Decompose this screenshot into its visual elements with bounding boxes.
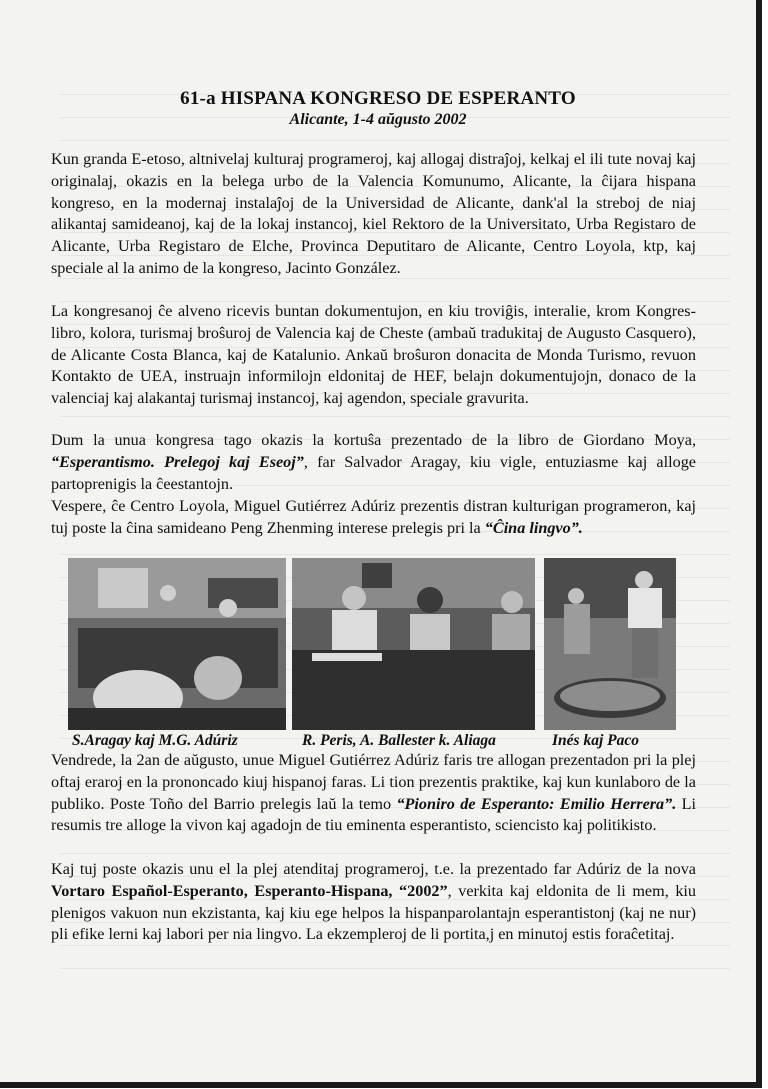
photo-ines-paco-image — [544, 558, 676, 730]
paragraph-friday — [51, 750, 696, 837]
lecture-title: “Ĉina lingvo”. — [484, 518, 583, 537]
photo-aragay-aduriz-image — [68, 558, 286, 730]
paragraph-evening — [51, 496, 696, 540]
paragraph-intro: Kun granda E-etoso, altnivelaj kulturaj programeroj, kaj allogaj distraĵoj, kelkaj el ili tute novaj kaj originalaj, okazis en la belega urbo de la Valencia Komunumo, Alicante, la ĉijara hispana kongreso, en la modernaj instalaĵoj de la Universidad de Alicante, dank'al la streboj de niaj alikantaj samideanoj, kaj de la lokaj instancoj, kiel Rektoro de la Universitato, Urba Registaro de Alicante, Urba Registaro de Elche, Provinca Deputitaro de Alicante, Centro Loyola, ktp, kaj speciale al la animo de la kongreso, Jacinto González. — [51, 150, 696, 277]
paragraph-dictionary — [51, 859, 696, 946]
caption-photo-2: R. Peris, A. Ballester k. Aliaga — [302, 732, 496, 749]
p3-text-a: Dum la unua kongresa tago okazis la kortuŝa prezentado de la libro de Giordano Moya, — [51, 431, 696, 449]
p5-text-c: Li resumis tre alloge la vivon kaj agadojn de tiu eminenta esperantisto, sciencisto kaj politikisto. — [51, 794, 697, 835]
lecture-herrera-title: “Pioniro de Esperanto: Emilio Herrera”. — [396, 794, 677, 813]
photo-aragay-aduriz — [68, 558, 286, 730]
paragraph-book-presentation — [51, 430, 696, 495]
article-subtitle: Alicante, 1-4 aŭgusto 2002 — [289, 111, 467, 128]
dictionary-title: Vortaro Español-Esperanto, Esperanto-Hispana, “2002” — [51, 881, 448, 900]
p6-text-c: , verkita kaj eldonita de li mem, kiu plenigos vakuon nun ekzistanta, kaj kiu ege helpos la hispanparolantajn esperantistonj (kaj ne nur) pli efike lerni kaj labori per nia lingvo. La ekzempleroj de li portita,j en minutoj estis foraĉetitaj. — [51, 881, 697, 944]
p3-text-c: , far Salvador Aragay, kiu vigle, entuziasme kaj alloge partoprenigis la ĉeestantojn. — [51, 452, 696, 493]
p4-text-a: Vespere, ĉe Centro Loyola, Miguel Gutiérrez Adúriz prezentis distran kulturigan programeron, kaj tuj poste la ĉina samideano Peng Zhenming interese prelegis pri la — [51, 497, 696, 537]
book-title: “Esperantismo. Prelegoj kaj Eseoj” — [51, 452, 304, 471]
p5-text-a: Vendrede, la 2an de aŭgusto, unue Miguel Gutiérrez Adúriz faris tre allogan prezentadon pri la plej oftaj eraroj en la prononcado kiuj hispanoj faras. Li tion prezentis praktike, kaj kun kunlaboro de la publiko. Poste Toño del Barrio prelegis laŭ la temo — [51, 751, 696, 813]
p6-text-a: Kaj tuj poste okazis unu el la plej atenditaj programeroj, t.e. la prezentado far Adúriz de la nova — [51, 860, 696, 878]
photo-ines-paco — [544, 558, 676, 730]
caption-photo-1: S.Aragay kaj M.G. Adúriz — [72, 732, 238, 749]
caption-photo-3: Inés kaj Paco — [552, 732, 639, 749]
photo-peris-ballester-aliaga — [292, 558, 535, 730]
paragraph-documents: La kongresanoj ĉe alveno ricevis buntan dokumentujon, en kiu troviĝis, interalie, krom Kongres-libro, kolora, turismaj broŝuroj de Valencia kaj de Cheste (ambaŭ tradukitaj de Augusto Casquero), de Alicante Costa Blanca, kaj de Katalunio. Ankaŭ broŝuron donacita de Monda Turismo, revuon Kontakto de UEA, instruajn informilojn eldonitaj de HEF, belajn dokumentujojn, donaco de la valenciaj kaj alakantaj turismaj instancoj, kaj agendon, speciale gravurita. — [51, 302, 696, 408]
photo-peris-ballester-aliaga-image — [292, 558, 535, 730]
article-title: 61-a HISPANA KONGRESO DE ESPERANTO — [180, 88, 576, 109]
